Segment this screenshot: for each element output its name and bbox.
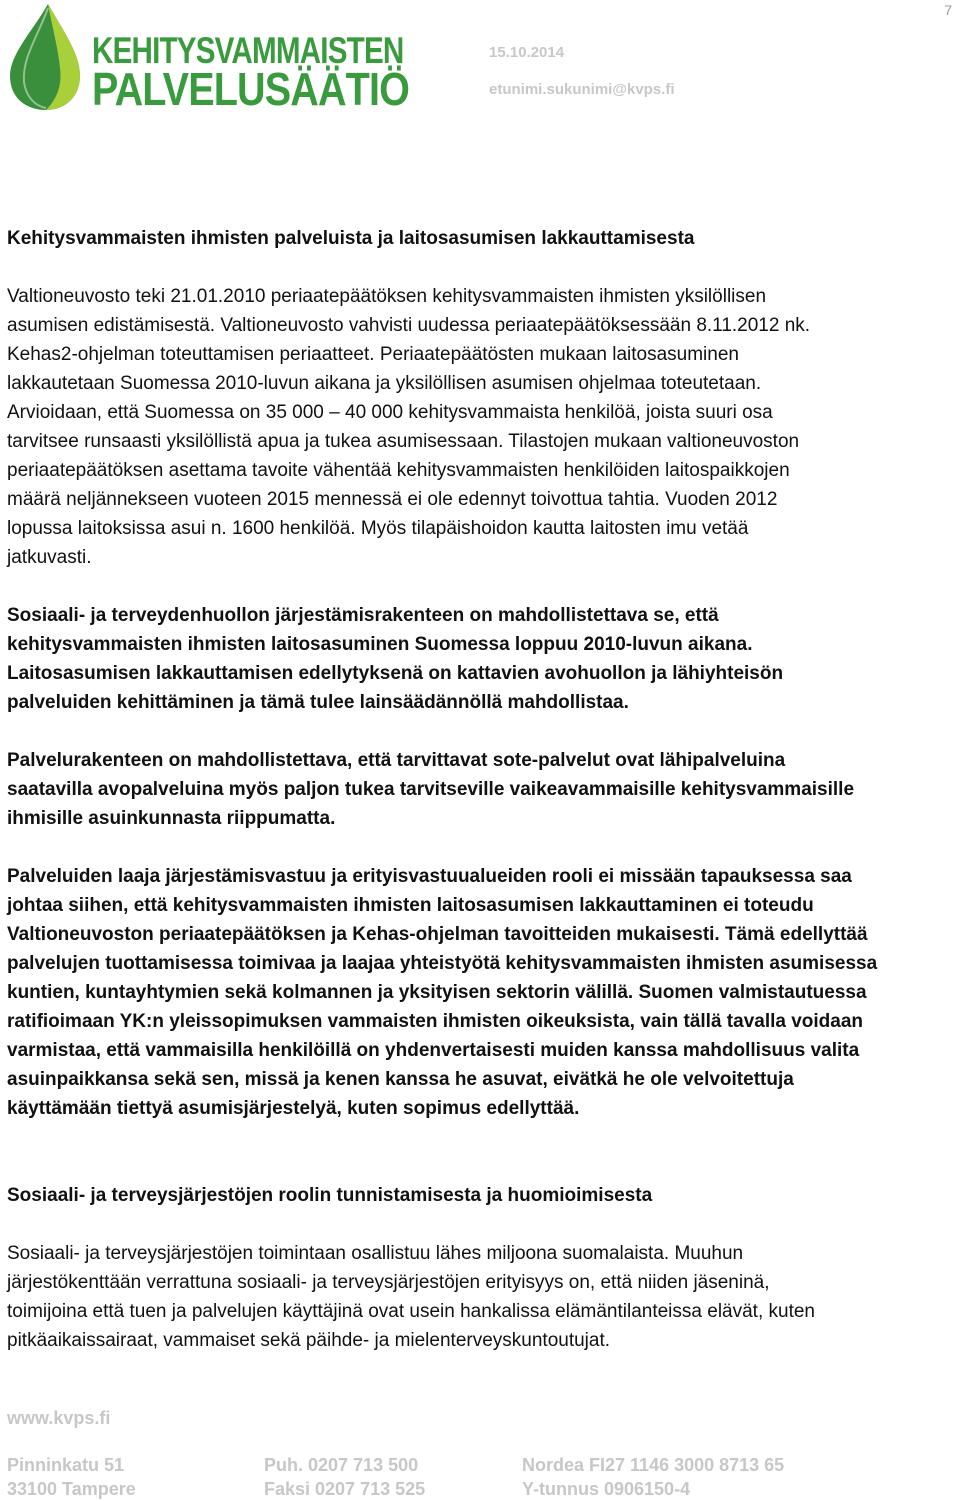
page-number: 7 <box>944 2 952 18</box>
footer-phone-number: Puh. 0207 713 500 <box>264 1455 419 1475</box>
footer-fax-number: Faksi 0207 713 525 <box>264 1479 426 1499</box>
paragraph-1: Valtioneuvosto teki 21.01.2010 periaatepäätöksen kehitysvammaisten ihmisten yksilöllisen asumisen edistämisestä. Valtioneuvosto vahvisti uudessa periaatepäätöksessään 8.11.2012 nk. Kehas2-ohjelman toteuttamisen periaatteet. Periaatepäätösten mukaan laitosasuminen lakkautetaan Suomessa 2010-luvun aikana ja yksilöllisen asumisen ohjelmaa toteutetaan. Arvioidaan, että Suomessa on 35 000 – 40 000 kehitysvammaista henkilöä, joista suuri osa tarvitsee runsaasti yksilöllistä apua ja tukea asumisessaan. Tilastojen mukaan valtioneuvoston periaatepäätöksen asettama tavoite vähentää kehitysvammaisten henkilöiden laitospaikkojen määrä neljännekseen vuoteen 2015 mennessä ei ole edennyt toivottua tahtia. Vuoden 2012 lopussa laitoksissa asui n. 1600 henkilöä. Myös tilapäishoidon kautta laitosten imu vetää jatkuvasti. <box>7 286 811 568</box>
section-heading: Sosiaali- ja terveysjärjestöjen roolin tunnistamisesta ja huomioimisesta <box>7 1185 653 1206</box>
paragraph-4: Palveluiden laaja järjestämisvastuu ja erityisvastuualueiden rooli ei missään tapauksessa saa johtaa siihen, että kehitysvammaisten ihmisten laitosasumisen lakkauttaminen ei toteudu Valtioneuvoston periaatepäätöksen ja Kehas-ohjelman tavoitteiden mukaisesti. Tämä edellyttää palvelujen tuottamisessa toimivaa ja laajaa yhteistyötä kehitysvammaisten ihmisten asumisessa kuntien, kuntayhtymien sekä kolmannen ja yksityisen sektorin välillä. Suomen valmistautuessa ratifioimaan YK:n yleissopimuksen vammaisten ihmisten oikeuksista, vain tällä tavalla voidaan varmistaa, että vammaisilla henkilöillä on yhdenvertaisesti muiden kanssa mahdollisuus valita asuinpaikkansa sekä sen, missä ja kenen kanssa he asuvat, eivätkä he ole velvoitettuja käyttämään tiettyä asumisjärjestelyä, kuten sopimus edellyttää. <box>7 866 878 1119</box>
footer-city: 33100 Tampere <box>7 1479 136 1499</box>
leaf-logo-icon <box>8 2 92 114</box>
paragraph-2: Sosiaali- ja terveydenhuollon järjestämisrakenteen on mahdollistettava se, että kehitysvammaisten ihmisten laitosasuminen Suomessa loppuu 2010-luvun aikana. Laitosasumisen lakkauttamisen edellytyksenä on kattavien avohuollon ja lähiyhteisön palveluiden kehittäminen ja tämä tulee lainsäädännöllä mahdollistaa. <box>7 605 784 713</box>
footer-phone <box>264 1453 425 1501</box>
footer-address <box>7 1453 136 1501</box>
footer-bank <box>522 1453 784 1501</box>
paragraph-5: Sosiaali- ja terveysjärjestöjen toimintaan osallistuu lähes miljoona suomalaista. Muuhun järjestökenttään verrattuna sosiaali- ja terveysjärjestöjen erityisyys on, että niiden jäseninä, toimijoina että tuen ja palvelujen käyttäjinä ovat usein hankalissa elämäntilanteissa elävät, kuten pitkäaikaissairaat, vammaiset sekä päihde- ja mielenterveyskuntoutujat. <box>7 1243 815 1351</box>
footer-bank-account: Nordea FI27 1146 3000 8713 65 <box>522 1455 785 1475</box>
header-date: 15.10.2014 <box>489 44 565 61</box>
footer-business-id: Y-tunnus 0906150-4 <box>522 1479 691 1499</box>
footer-website-link[interactable]: www.kvps.fi <box>7 1408 111 1428</box>
logo-text-line2: PALVELUSÄÄTIÖ <box>92 63 410 115</box>
header-email: etunimi.sukunimi@kvps.fi <box>489 81 675 98</box>
document-body <box>7 224 957 1355</box>
document-title: Kehitysvammaisten ihmisten palveluista ja laitosasumisen lakkauttamisesta <box>7 228 695 249</box>
footer-street: Pinninkatu 51 <box>7 1455 125 1475</box>
foundation-logo <box>8 2 408 114</box>
logo-text-line1: KEHITYSVAMMAISTEN <box>92 30 404 71</box>
paragraph-3: Palvelurakenteen on mahdollistettava, että tarvittavat sote-palvelut ovat lähipalveluina saatavilla avopalveluina myös paljon tukea tarvitseville vaikeavammaisille kehitysvammaisille ihmisille asuinkunnasta riippumatta. <box>7 750 855 829</box>
